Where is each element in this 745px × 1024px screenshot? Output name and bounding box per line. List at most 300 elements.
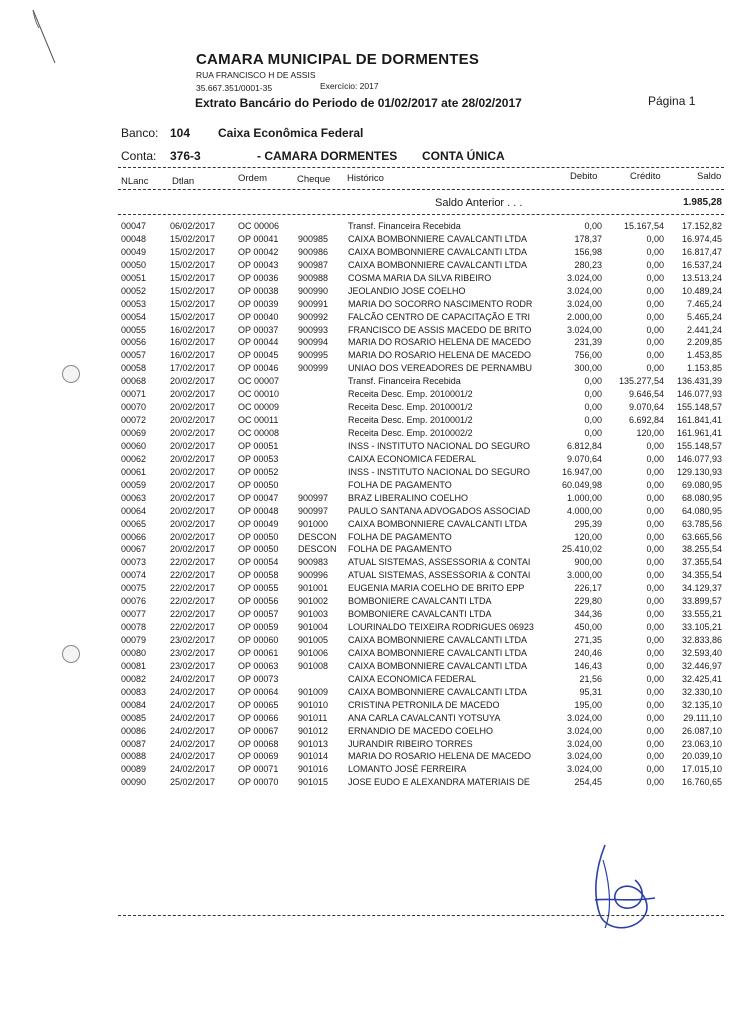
row-cheque: 901002 — [298, 596, 329, 607]
row-saldo: 63.665,56 — [681, 531, 722, 542]
bank-number: 104 — [170, 126, 191, 140]
row-saldo: 26.087,10 — [681, 725, 722, 736]
table-row — [0, 556, 745, 569]
row-debito: 95,31 — [579, 686, 602, 697]
row-nlanc: 00087 — [121, 738, 147, 749]
row-saldo: 146.077,93 — [676, 453, 722, 464]
row-ordem: OP 00073 — [238, 673, 279, 684]
row-debito: 25.410,02 — [561, 544, 602, 555]
row-historico: ATUAL SISTEMAS, ASSESSORIA & CONTAI — [348, 570, 531, 581]
table-row — [0, 362, 745, 375]
row-cheque: 901011 — [298, 712, 328, 723]
row-saldo: 16.817,47 — [681, 246, 722, 257]
table-row — [0, 595, 745, 608]
row-cheque: 901000 — [298, 518, 329, 529]
row-cheque: 900991 — [298, 298, 329, 309]
row-debito: 0,00 — [584, 221, 602, 231]
row-saldo: 155.148,57 — [676, 440, 722, 451]
row-saldo: 34.355,54 — [681, 570, 722, 581]
row-cheque: 900995 — [298, 350, 329, 361]
signature-icon — [575, 840, 665, 935]
row-debito: 146,43 — [574, 660, 602, 671]
row-historico: CAIXA BOMBONNIERE CAVALCANTI LTDA — [348, 647, 528, 658]
row-saldo: 38.255,54 — [681, 544, 722, 555]
saldo-anterior-value: 1.985,28 — [683, 197, 722, 208]
row-dtlan: 15/02/2017 — [170, 298, 216, 309]
row-saldo: 16.974,45 — [681, 233, 722, 244]
account-info — [121, 149, 505, 163]
table-row — [0, 298, 745, 311]
row-credito: 0,00 — [646, 635, 664, 645]
row-saldo: 69.080,95 — [681, 479, 722, 490]
bank-name: Caixa Econômica Federal — [218, 126, 364, 140]
row-historico: COSMA MARIA DA SILVA RIBEIRO — [348, 272, 492, 283]
row-debito: 21,56 — [579, 673, 602, 684]
row-credito: 0,00 — [646, 596, 664, 607]
row-nlanc: 00085 — [121, 712, 147, 723]
row-historico: INSS - INSTITUTO NACIONAL DO SEGURO — [348, 440, 531, 451]
row-cheque: 901016 — [298, 764, 329, 775]
row-dtlan: 16/02/2017 — [170, 350, 216, 361]
row-historico: ATUAL SISTEMAS, ASSESSORIA & CONTAI — [348, 557, 531, 568]
row-nlanc: 00050 — [121, 259, 147, 270]
row-cheque: 900997 — [298, 505, 329, 516]
row-cheque: 900993 — [298, 324, 329, 335]
row-nlanc: 00060 — [121, 440, 147, 451]
divider — [118, 167, 724, 168]
row-ordem: OP 00059 — [238, 622, 279, 633]
row-ordem: OP 00036 — [238, 272, 279, 283]
row-credito: 0,00 — [646, 725, 664, 736]
account-name: - CAMARA DORMENTES — [257, 149, 398, 163]
table-row — [0, 776, 745, 789]
col-header-dtlan: Dtlan — [172, 176, 195, 187]
row-debito: 3.024,00 — [566, 751, 602, 762]
table-row — [0, 414, 745, 427]
row-nlanc: 00053 — [121, 298, 147, 309]
table-row — [0, 324, 745, 337]
row-credito: 0,00 — [646, 350, 664, 361]
divider — [118, 189, 724, 190]
row-ordem: OP 00053 — [238, 453, 279, 464]
row-credito: 120,00 — [636, 428, 664, 438]
row-debito: 450,00 — [574, 622, 602, 633]
row-credito: 0,00 — [646, 505, 664, 516]
table-row — [0, 725, 745, 738]
row-debito: 0,00 — [584, 376, 602, 387]
table-row — [0, 492, 745, 505]
table-row — [0, 660, 745, 673]
row-saldo: 7.465,24 — [686, 298, 722, 309]
row-ordem: OP 00067 — [238, 725, 279, 736]
row-ordem: OP 00063 — [238, 660, 279, 671]
row-credito: 0,00 — [646, 673, 664, 684]
row-historico: CAIXA BOMBONNIERE CAVALCANTI LTDA — [348, 635, 528, 645]
row-dtlan: 15/02/2017 — [170, 259, 216, 270]
row-debito: 226,17 — [574, 583, 602, 594]
row-saldo: 64.080,95 — [681, 505, 722, 516]
row-nlanc: 00052 — [121, 285, 147, 296]
row-debito: 240,46 — [574, 647, 602, 658]
row-historico: CAIXA BOMBONNIERE CAVALCANTI LTDA — [348, 259, 528, 270]
table-row — [0, 699, 745, 712]
row-nlanc: 00061 — [121, 466, 147, 477]
row-cheque: DESCON — [298, 531, 337, 542]
row-credito: 0,00 — [646, 324, 664, 335]
row-debito: 1.000,00 — [566, 492, 602, 503]
row-historico: Receita Desc. Emp. 2010001/2 — [348, 389, 473, 400]
row-nlanc: 00062 — [121, 453, 147, 464]
row-credito: 0,00 — [646, 738, 664, 749]
row-ordem: OC 00008 — [238, 428, 280, 438]
row-credito: 0,00 — [646, 622, 664, 633]
row-nlanc: 00056 — [121, 337, 147, 348]
row-historico: Receita Desc. Emp. 2010001/2 — [348, 415, 473, 426]
row-credito: 0,00 — [646, 453, 664, 464]
row-nlanc: 00074 — [121, 570, 147, 581]
row-dtlan: 20/02/2017 — [170, 492, 216, 503]
row-dtlan: 22/02/2017 — [170, 622, 216, 633]
row-historico: CAIXA ECONOMICA FEDERAL — [348, 453, 477, 464]
row-dtlan: 24/02/2017 — [170, 725, 216, 736]
row-historico: PAULO SANTANA ADVOGADOS ASSOCIAD — [348, 505, 531, 516]
row-nlanc: 00057 — [121, 350, 147, 361]
col-header-ordem: Ordem — [238, 173, 268, 184]
row-ordem: OC 00010 — [238, 389, 280, 400]
row-saldo: 34.129,37 — [681, 583, 722, 594]
row-debito: 280,23 — [574, 259, 602, 270]
row-historico: Transf. Financeira Recebida — [348, 376, 461, 387]
row-dtlan: 20/02/2017 — [170, 505, 216, 516]
row-cheque: DESCON — [298, 544, 337, 555]
row-ordem: OP 00071 — [238, 764, 279, 775]
row-dtlan: 20/02/2017 — [170, 415, 216, 426]
row-nlanc: 00047 — [121, 221, 147, 231]
row-ordem: OP 00044 — [238, 337, 279, 348]
exercicio: Exercício: 2017 — [320, 81, 379, 91]
row-saldo: 33.899,57 — [681, 596, 722, 607]
row-credito: 0,00 — [646, 660, 664, 671]
row-debito: 229,80 — [574, 596, 602, 607]
row-credito: 0,00 — [646, 712, 664, 723]
row-historico: MARIA DO ROSARIO HELENA DE MACEDO — [348, 751, 532, 762]
row-saldo: 68.080,95 — [681, 492, 722, 503]
row-debito: 120,00 — [574, 531, 602, 542]
row-dtlan: 15/02/2017 — [170, 272, 216, 283]
address: RUA FRANCISCO H DE ASSIS — [196, 70, 316, 80]
table-row — [0, 608, 745, 621]
row-saldo: 155.148,57 — [676, 402, 722, 413]
row-saldo: 17.015,10 — [681, 764, 722, 775]
row-saldo: 136.431,39 — [676, 376, 722, 387]
row-nlanc: 00065 — [121, 518, 147, 529]
row-ordem: OP 00052 — [238, 466, 279, 477]
row-historico: ERNANDIO DE MACEDO COELHO — [348, 725, 494, 736]
row-nlanc: 00080 — [121, 647, 147, 658]
row-ordem: OP 00049 — [238, 518, 279, 529]
row-credito: 0,00 — [646, 363, 664, 374]
statement-period: Extrato Bancário do Periodo de 01/02/2017 ate 28/02/2017 — [195, 96, 522, 110]
row-cheque: 900990 — [298, 285, 329, 296]
row-historico: JOSE EUDO E ALEXANDRA MATERIAIS DE — [348, 777, 530, 788]
row-ordem: OP 00041 — [238, 233, 279, 244]
row-historico: MARIA DO SOCORRO NASCIMENTO RODR — [348, 298, 533, 309]
row-ordem: OC 00009 — [238, 402, 280, 413]
row-saldo: 5.465,24 — [686, 311, 722, 322]
row-nlanc: 00048 — [121, 233, 147, 244]
row-credito: 0,00 — [646, 311, 664, 322]
row-cheque: 900988 — [298, 272, 329, 283]
row-dtlan: 20/02/2017 — [170, 389, 216, 400]
row-nlanc: 00083 — [121, 686, 147, 697]
row-nlanc: 00076 — [121, 596, 147, 607]
row-dtlan: 15/02/2017 — [170, 233, 216, 244]
table-row — [0, 634, 745, 647]
row-nlanc: 00088 — [121, 751, 147, 762]
row-nlanc: 00069 — [121, 428, 147, 438]
row-ordem: OP 00065 — [238, 699, 279, 710]
table-row — [0, 479, 745, 492]
row-historico: FOLHA DE PAGAMENTO — [348, 544, 452, 555]
row-credito: 0,00 — [646, 777, 664, 788]
table-row — [0, 750, 745, 763]
row-credito: 0,00 — [646, 544, 664, 555]
row-credito: 0,00 — [646, 259, 664, 270]
row-credito: 0,00 — [646, 285, 664, 296]
row-dtlan: 16/02/2017 — [170, 324, 216, 335]
row-credito: 0,00 — [646, 557, 664, 568]
row-nlanc: 00051 — [121, 272, 147, 283]
row-credito: 6.692,84 — [628, 415, 664, 426]
row-cheque: 901015 — [298, 777, 329, 788]
row-credito: 0,00 — [646, 337, 664, 348]
row-nlanc: 00063 — [121, 492, 147, 503]
row-historico: Receita Desc. Emp. 2010001/2 — [348, 402, 473, 413]
table-row — [0, 569, 745, 582]
row-debito: 3.024,00 — [566, 272, 602, 283]
row-ordem: OP 00064 — [238, 686, 279, 697]
divider — [118, 915, 724, 916]
row-historico: MARIA DO ROSARIO HELENA DE MACEDO — [348, 337, 532, 348]
row-dtlan: 24/02/2017 — [170, 738, 216, 749]
row-debito: 344,36 — [574, 609, 602, 620]
row-historico: CAIXA ECONOMICA FEDERAL — [348, 673, 477, 684]
row-debito: 3.024,00 — [566, 738, 602, 749]
row-saldo: 1.453,85 — [686, 350, 722, 361]
row-debito: 3.024,00 — [566, 324, 602, 335]
row-ordem: OP 00060 — [238, 635, 279, 645]
row-nlanc: 00081 — [121, 660, 147, 671]
table-row — [0, 349, 745, 362]
pen-mark-icon — [25, 8, 65, 68]
row-ordem: OP 00068 — [238, 738, 279, 749]
row-debito: 0,00 — [584, 389, 602, 400]
row-cheque: 901001 — [298, 583, 329, 594]
row-dtlan: 16/02/2017 — [170, 337, 216, 348]
row-historico: CAIXA BOMBONNIERE CAVALCANTI LTDA — [348, 233, 528, 244]
row-saldo: 13.513,24 — [681, 272, 722, 283]
row-debito: 0,00 — [584, 415, 602, 426]
row-cheque: 901013 — [298, 738, 329, 749]
row-ordem: OP 00055 — [238, 583, 279, 594]
row-historico: MARIA DO ROSARIO HELENA DE MACEDO — [348, 350, 532, 361]
row-historico: BRAZ LIBERALINO COELHO — [348, 492, 469, 503]
row-saldo: 33.105,21 — [681, 622, 722, 633]
row-debito: 3.024,00 — [566, 725, 602, 736]
row-dtlan: 22/02/2017 — [170, 583, 216, 594]
row-ordem: OP 00046 — [238, 363, 279, 374]
row-debito: 6.812,84 — [566, 440, 602, 451]
row-saldo: 32.425,41 — [681, 673, 722, 684]
table-row — [0, 285, 745, 298]
table-row — [0, 401, 745, 414]
row-dtlan: 24/02/2017 — [170, 673, 216, 684]
row-cheque: 900986 — [298, 246, 329, 257]
row-debito: 9.070,64 — [566, 453, 602, 464]
row-saldo: 32.593,40 — [681, 647, 722, 658]
row-credito: 15.167,54 — [623, 221, 664, 231]
row-dtlan: 17/02/2017 — [170, 363, 216, 374]
row-ordem: OP 00040 — [238, 311, 279, 322]
table-row — [0, 246, 745, 259]
row-saldo: 20.039,10 — [681, 751, 722, 762]
row-nlanc: 00075 — [121, 583, 147, 594]
col-header-historico: Histórico — [347, 173, 384, 184]
row-credito: 0,00 — [646, 518, 664, 529]
row-nlanc: 00066 — [121, 531, 147, 542]
row-nlanc: 00054 — [121, 311, 147, 322]
row-debito: 16.947,00 — [561, 466, 602, 477]
row-dtlan: 20/02/2017 — [170, 428, 216, 438]
row-credito: 0,00 — [646, 531, 664, 542]
table-row — [0, 440, 745, 453]
col-header-cheque: Cheque — [297, 174, 331, 185]
row-credito: 0,00 — [646, 440, 664, 451]
row-nlanc: 00059 — [121, 479, 147, 490]
row-dtlan: 20/02/2017 — [170, 440, 216, 451]
row-dtlan: 23/02/2017 — [170, 647, 216, 658]
row-cheque: 901012 — [298, 725, 329, 736]
row-credito: 0,00 — [646, 466, 664, 477]
row-credito: 0,00 — [646, 492, 664, 503]
row-historico: CAIXA BOMBONNIERE CAVALCANTI LTDA — [348, 246, 528, 257]
row-historico: Transf. Financeira Recebida — [348, 221, 461, 231]
row-cheque: 900996 — [298, 570, 329, 581]
row-dtlan: 15/02/2017 — [170, 311, 216, 322]
row-saldo: 33.555,21 — [681, 609, 722, 620]
table-row — [0, 427, 745, 440]
row-dtlan: 20/02/2017 — [170, 402, 216, 413]
row-credito: 0,00 — [646, 583, 664, 594]
table-row — [0, 505, 745, 518]
row-nlanc: 00064 — [121, 505, 147, 516]
row-historico: UNIAO DOS VEREADORES DE PERNAMBU — [348, 363, 533, 374]
row-ordem: OC 00006 — [238, 221, 280, 231]
row-cheque: 901010 — [298, 699, 329, 710]
table-row — [0, 466, 745, 479]
row-cheque: 901009 — [298, 686, 329, 697]
table-row — [0, 375, 745, 388]
row-nlanc: 00084 — [121, 699, 147, 710]
row-debito: 195,00 — [574, 699, 602, 710]
row-debito: 3.024,00 — [566, 285, 602, 296]
row-dtlan: 24/02/2017 — [170, 751, 216, 762]
row-ordem: OP 00037 — [238, 324, 279, 335]
row-nlanc: 00078 — [121, 622, 147, 633]
row-cheque: 901003 — [298, 609, 329, 620]
table-row — [0, 582, 745, 595]
account-type: CONTA ÚNICA — [422, 149, 505, 163]
table-row — [0, 453, 745, 466]
row-ordem: OP 00056 — [238, 596, 279, 607]
row-debito: 2.000,00 — [566, 311, 602, 322]
table-row — [0, 388, 745, 401]
row-ordem: OP 00066 — [238, 712, 279, 723]
table-row — [0, 686, 745, 699]
row-cheque: 900994 — [298, 337, 329, 348]
table-row — [0, 543, 745, 556]
row-dtlan: 24/02/2017 — [170, 712, 216, 723]
row-historico: LOURINALDO TEIXEIRA RODRIGUES 06923 — [348, 622, 534, 633]
row-credito: 9.070,64 — [628, 402, 664, 413]
row-cheque: 900992 — [298, 311, 329, 322]
row-historico: FOLHA DE PAGAMENTO — [348, 531, 452, 542]
table-row — [0, 336, 745, 349]
row-ordem: OP 00048 — [238, 505, 279, 516]
row-cheque: 900985 — [298, 233, 329, 244]
table-row — [0, 311, 745, 324]
row-credito: 0,00 — [646, 609, 664, 620]
row-debito: 231,39 — [574, 337, 602, 348]
row-debito: 0,00 — [584, 402, 602, 413]
row-saldo: 37.355,54 — [681, 557, 722, 568]
saldo-anterior-label: Saldo Anterior . . . — [435, 197, 523, 209]
row-historico: Receita Desc. Emp. 2010002/2 — [348, 428, 473, 438]
row-nlanc: 00073 — [121, 557, 147, 568]
table-row — [0, 738, 745, 751]
row-nlanc: 00089 — [121, 764, 147, 775]
bank-label: Banco: — [121, 126, 159, 140]
row-cheque: 901014 — [298, 751, 329, 762]
row-credito: 0,00 — [646, 479, 664, 490]
row-debito: 756,00 — [574, 350, 602, 361]
row-saldo: 29.111,10 — [683, 712, 722, 723]
row-nlanc: 00058 — [121, 363, 147, 374]
row-ordem: OP 00042 — [238, 246, 279, 257]
row-debito: 295,39 — [574, 518, 602, 529]
row-dtlan: 20/02/2017 — [170, 466, 216, 477]
row-debito: 60.049,98 — [561, 479, 602, 490]
row-debito: 0,00 — [584, 428, 602, 438]
row-dtlan: 15/02/2017 — [170, 285, 216, 296]
row-ordem: OP 00051 — [238, 440, 279, 451]
row-dtlan: 22/02/2017 — [170, 609, 216, 620]
col-header-debito: Debito — [570, 171, 598, 182]
row-historico: INSS - INSTITUTO NACIONAL DO SEGURO — [348, 466, 531, 477]
row-historico: CAIXA BOMBONNIERE CAVALCANTI LTDA — [348, 518, 528, 529]
row-dtlan: 06/02/2017 — [170, 221, 216, 231]
row-saldo: 1.153,85 — [686, 363, 722, 374]
account-label: Conta: — [121, 149, 157, 163]
row-debito: 3.024,00 — [566, 712, 602, 723]
row-nlanc: 00086 — [121, 725, 147, 736]
row-credito: 0,00 — [646, 751, 664, 762]
row-nlanc: 00068 — [121, 376, 147, 387]
row-ordem: OC 00011 — [238, 415, 279, 426]
row-historico: CAIXA BOMBONNIERE CAVALCANTI LTDA — [348, 686, 528, 697]
row-debito: 3.024,00 — [566, 764, 602, 775]
row-saldo: 146.077,93 — [676, 389, 722, 400]
